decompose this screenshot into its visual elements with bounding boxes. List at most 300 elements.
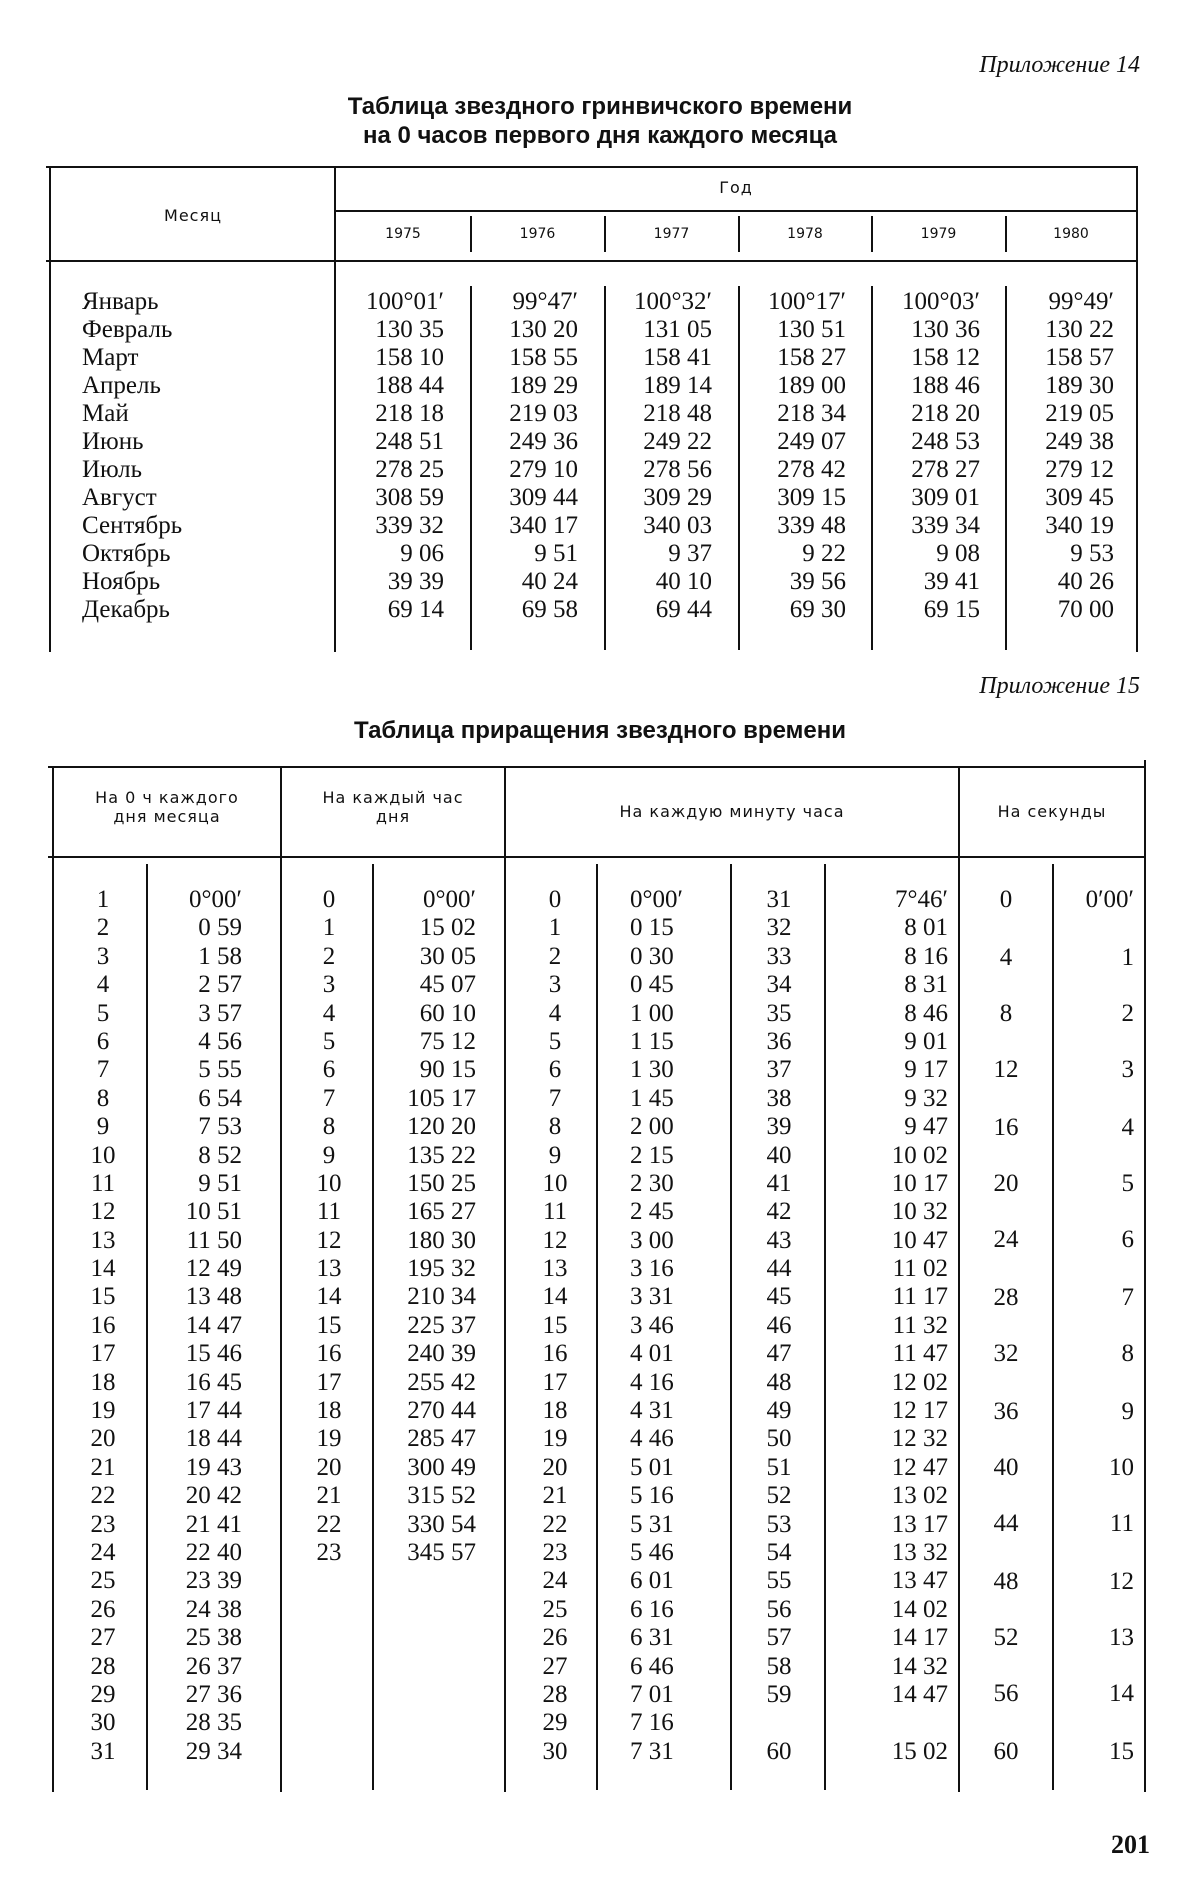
table-15-left-border bbox=[52, 766, 54, 1792]
hour-value: 45 07 bbox=[376, 971, 476, 999]
second-value: 6 bbox=[1058, 1226, 1134, 1254]
hour-number: 19 bbox=[296, 1425, 362, 1453]
sidereal-value: 158 27 bbox=[742, 344, 846, 372]
sidereal-value: 9 06 bbox=[340, 540, 444, 568]
minute-value: 8 46 bbox=[838, 1000, 948, 1028]
day-number: 31 bbox=[66, 1738, 140, 1766]
minute-value: 13 32 bbox=[838, 1539, 948, 1567]
sidereal-value: 189 00 bbox=[742, 372, 846, 400]
day-number: 17 bbox=[66, 1340, 140, 1368]
day-number: 16 bbox=[66, 1312, 140, 1340]
minute-number: 11 bbox=[524, 1198, 586, 1226]
minute-value: 0°00′ bbox=[630, 886, 726, 914]
second-value: 13 bbox=[1058, 1624, 1134, 1652]
hour-value: 60 10 bbox=[376, 1000, 476, 1028]
day-value: 10 51 bbox=[150, 1198, 242, 1226]
subcolumn-divider bbox=[824, 864, 826, 1790]
day-number: 5 bbox=[66, 1000, 140, 1028]
minute-value: 8 31 bbox=[838, 971, 948, 999]
second-number: 8 bbox=[968, 1000, 1044, 1028]
hour-number: 15 bbox=[296, 1312, 362, 1340]
second-number: 4 bbox=[968, 944, 1044, 972]
minute-value: 5 31 bbox=[630, 1511, 726, 1539]
hour-number: 5 bbox=[296, 1028, 362, 1056]
minute-value: 7 31 bbox=[630, 1738, 726, 1766]
second-value: 11 bbox=[1058, 1510, 1134, 1538]
sidereal-value: 309 29 bbox=[608, 484, 712, 512]
minute-value: 9 47 bbox=[838, 1113, 948, 1141]
day-number: 11 bbox=[66, 1170, 140, 1198]
sidereal-value: 158 57 bbox=[1010, 344, 1114, 372]
day-value: 19 43 bbox=[150, 1454, 242, 1482]
minute-value: 14 32 bbox=[838, 1653, 948, 1681]
sidereal-value: 309 44 bbox=[474, 484, 578, 512]
year-1976-values bbox=[474, 288, 578, 624]
day-value: 25 38 bbox=[150, 1624, 242, 1652]
sidereal-value: 248 53 bbox=[876, 428, 980, 456]
sidereal-value: 339 48 bbox=[742, 512, 846, 540]
minute-number-column-b bbox=[748, 886, 810, 1709]
day-value: 20 42 bbox=[150, 1482, 242, 1510]
table-15-right-border bbox=[1144, 760, 1146, 1792]
sidereal-value: 158 10 bbox=[340, 344, 444, 372]
sidereal-value: 130 36 bbox=[876, 316, 980, 344]
minute-value: 2 30 bbox=[630, 1170, 726, 1198]
second-number: 52 bbox=[968, 1624, 1044, 1652]
hour-number: 23 bbox=[296, 1539, 362, 1567]
day-value: 15 46 bbox=[150, 1340, 242, 1368]
minute-number: 45 bbox=[748, 1283, 810, 1311]
table-15-title: Таблица приращения звездного времени bbox=[250, 716, 950, 745]
sidereal-value: 339 32 bbox=[340, 512, 444, 540]
hour-value: 135 22 bbox=[376, 1142, 476, 1170]
day-value: 5 55 bbox=[150, 1056, 242, 1084]
sidereal-value: 248 51 bbox=[340, 428, 444, 456]
second-value: 10 bbox=[1058, 1454, 1134, 1482]
minute-number: 0 bbox=[524, 886, 586, 914]
minute-number: 41 bbox=[748, 1170, 810, 1198]
hour-header-line1: На каждый час bbox=[282, 788, 504, 807]
day-number: 25 bbox=[66, 1567, 140, 1595]
minute-value: 11 17 bbox=[838, 1283, 948, 1311]
minute-number: 13 bbox=[524, 1255, 586, 1283]
minute-value: 2 15 bbox=[630, 1142, 726, 1170]
minute-number: 43 bbox=[748, 1227, 810, 1255]
second-number: 60 bbox=[968, 1738, 1044, 1766]
month-name: Февраль bbox=[82, 316, 322, 344]
hour-value: 165 27 bbox=[376, 1198, 476, 1226]
minute-number: 39 bbox=[748, 1113, 810, 1141]
sidereal-value: 158 55 bbox=[474, 344, 578, 372]
group-divider bbox=[504, 766, 506, 1792]
day-value: 28 35 bbox=[150, 1709, 242, 1737]
sidereal-value: 130 35 bbox=[340, 316, 444, 344]
minute-number: 8 bbox=[524, 1113, 586, 1141]
hour-number: 18 bbox=[296, 1397, 362, 1425]
column-divider bbox=[1005, 286, 1007, 650]
column-divider bbox=[470, 286, 472, 650]
hour-group-header bbox=[282, 788, 504, 826]
hour-number: 12 bbox=[296, 1227, 362, 1255]
day-number: 12 bbox=[66, 1198, 140, 1226]
day-number: 7 bbox=[66, 1056, 140, 1084]
sidereal-value: 69 15 bbox=[876, 596, 980, 624]
hour-number: 16 bbox=[296, 1340, 362, 1368]
minute-value: 10 32 bbox=[838, 1198, 948, 1226]
day-value: 9 51 bbox=[150, 1170, 242, 1198]
minute-number-column-a bbox=[524, 886, 586, 1766]
minute-value: 6 46 bbox=[630, 1653, 726, 1681]
sidereal-value: 130 51 bbox=[742, 316, 846, 344]
second-number: 0 bbox=[968, 886, 1044, 914]
hour-value-column bbox=[376, 886, 476, 1567]
hour-number: 13 bbox=[296, 1255, 362, 1283]
minute-number: 35 bbox=[748, 1000, 810, 1028]
hour-value: 195 32 bbox=[376, 1255, 476, 1283]
minute-value: 13 47 bbox=[838, 1567, 948, 1595]
hour-number: 2 bbox=[296, 943, 362, 971]
minute-number: 30 bbox=[524, 1738, 586, 1766]
day-number: 15 bbox=[66, 1283, 140, 1311]
hour-number: 10 bbox=[296, 1170, 362, 1198]
minute-value: 10 02 bbox=[838, 1142, 948, 1170]
day-number: 2 bbox=[66, 914, 140, 942]
minute-number: 31 bbox=[748, 886, 810, 914]
minute-number: 10 bbox=[524, 1170, 586, 1198]
minute-value: 4 46 bbox=[630, 1425, 726, 1453]
hour-value: 90 15 bbox=[376, 1056, 476, 1084]
hour-number: 8 bbox=[296, 1113, 362, 1141]
minute-number: 5 bbox=[524, 1028, 586, 1056]
sidereal-value: 278 27 bbox=[876, 456, 980, 484]
minute-value: 10 47 bbox=[838, 1227, 948, 1255]
minute-number: 53 bbox=[748, 1511, 810, 1539]
sidereal-value: 279 10 bbox=[474, 456, 578, 484]
sidereal-value: 158 41 bbox=[608, 344, 712, 372]
year-1975-values bbox=[340, 288, 444, 624]
hour-value: 0°00′ bbox=[376, 886, 476, 914]
minute-number: 32 bbox=[748, 914, 810, 942]
sidereal-value: 278 42 bbox=[742, 456, 846, 484]
day-number: 30 bbox=[66, 1709, 140, 1737]
day-header-line2: дня месяца bbox=[54, 807, 280, 826]
column-divider bbox=[604, 286, 606, 650]
sidereal-value: 218 18 bbox=[340, 400, 444, 428]
day-number: 19 bbox=[66, 1397, 140, 1425]
table-14-left-border bbox=[49, 166, 51, 652]
minute-number: 24 bbox=[524, 1567, 586, 1595]
hour-number: 4 bbox=[296, 1000, 362, 1028]
day-value: 14 47 bbox=[150, 1312, 242, 1340]
month-name: Май bbox=[82, 400, 322, 428]
day-number: 20 bbox=[66, 1425, 140, 1453]
minute-number: 4 bbox=[524, 1000, 586, 1028]
subcolumn-divider bbox=[730, 864, 732, 1790]
sidereal-value: 39 41 bbox=[876, 568, 980, 596]
day-number: 18 bbox=[66, 1369, 140, 1397]
sidereal-value: 340 19 bbox=[1010, 512, 1114, 540]
minute-number: 56 bbox=[748, 1596, 810, 1624]
minute-value: 8 16 bbox=[838, 943, 948, 971]
minute-value: 12 17 bbox=[838, 1397, 948, 1425]
day-value: 17 44 bbox=[150, 1397, 242, 1425]
month-name: Июнь bbox=[82, 428, 322, 456]
second-number: 40 bbox=[968, 1454, 1044, 1482]
day-number: 22 bbox=[66, 1482, 140, 1510]
sidereal-value: 340 17 bbox=[474, 512, 578, 540]
subcolumn-divider bbox=[1052, 864, 1054, 1790]
minute-number: 44 bbox=[748, 1255, 810, 1283]
sidereal-value: 100°17′ bbox=[742, 288, 846, 316]
table-14-year-rule bbox=[335, 210, 1138, 212]
minute-number: 26 bbox=[524, 1624, 586, 1652]
day-value: 2 57 bbox=[150, 971, 242, 999]
day-group-header bbox=[54, 788, 280, 826]
sidereal-value: 249 07 bbox=[742, 428, 846, 456]
sidereal-value: 218 20 bbox=[876, 400, 980, 428]
sidereal-value: 158 12 bbox=[876, 344, 980, 372]
year-header: 1978 bbox=[739, 226, 871, 242]
month-name: Март bbox=[82, 344, 322, 372]
hour-number: 1 bbox=[296, 914, 362, 942]
minute-60-number: 60 bbox=[748, 1738, 810, 1766]
sidereal-value: 40 24 bbox=[474, 568, 578, 596]
sidereal-value: 69 44 bbox=[608, 596, 712, 624]
minute-number: 55 bbox=[748, 1567, 810, 1595]
minute-value: 0 15 bbox=[630, 914, 726, 942]
sidereal-value: 40 26 bbox=[1010, 568, 1114, 596]
minute-number: 3 bbox=[524, 971, 586, 999]
minute-number: 1 bbox=[524, 914, 586, 942]
month-column-header: Месяц bbox=[52, 206, 334, 225]
minute-value: 11 02 bbox=[838, 1255, 948, 1283]
minute-number: 2 bbox=[524, 943, 586, 971]
second-value: 8 bbox=[1058, 1340, 1134, 1368]
day-value: 22 40 bbox=[150, 1539, 242, 1567]
minute-number: 25 bbox=[524, 1596, 586, 1624]
second-value: 9 bbox=[1058, 1398, 1134, 1426]
hour-header-line2: дня bbox=[282, 807, 504, 826]
minute-number: 42 bbox=[748, 1198, 810, 1226]
day-value: 1 58 bbox=[150, 943, 242, 971]
minute-value: 3 16 bbox=[630, 1255, 726, 1283]
table-14-header-rule bbox=[46, 260, 1138, 262]
hour-value: 315 52 bbox=[376, 1482, 476, 1510]
day-value-column bbox=[150, 886, 242, 1766]
day-number: 28 bbox=[66, 1653, 140, 1681]
sidereal-value: 99°49′ bbox=[1010, 288, 1114, 316]
day-number: 13 bbox=[66, 1227, 140, 1255]
day-number: 6 bbox=[66, 1028, 140, 1056]
minute-number: 59 bbox=[748, 1681, 810, 1709]
table-15-top-rule bbox=[48, 766, 1146, 768]
day-number: 21 bbox=[66, 1454, 140, 1482]
second-group-header: На секунды bbox=[960, 802, 1144, 821]
minute-number: 6 bbox=[524, 1056, 586, 1084]
sidereal-value: 218 48 bbox=[608, 400, 712, 428]
minute-60-value: 15 02 bbox=[838, 1738, 948, 1766]
day-number: 10 bbox=[66, 1142, 140, 1170]
sidereal-value: 9 53 bbox=[1010, 540, 1114, 568]
minute-value: 1 15 bbox=[630, 1028, 726, 1056]
minute-value: 3 00 bbox=[630, 1227, 726, 1255]
hour-number-column bbox=[296, 886, 362, 1567]
minute-value: 10 17 bbox=[838, 1170, 948, 1198]
second-value: 0′00′ bbox=[1058, 886, 1134, 914]
minute-number: 14 bbox=[524, 1283, 586, 1311]
sidereal-value: 131 05 bbox=[608, 316, 712, 344]
second-number: 20 bbox=[968, 1170, 1044, 1198]
sidereal-value: 188 44 bbox=[340, 372, 444, 400]
month-name: Ноябрь bbox=[82, 568, 322, 596]
day-header-line1: На 0 ч каждого bbox=[54, 788, 280, 807]
minute-value: 9 17 bbox=[838, 1056, 948, 1084]
hour-number: 17 bbox=[296, 1369, 362, 1397]
minute-value: 11 47 bbox=[838, 1340, 948, 1368]
day-value: 8 52 bbox=[150, 1142, 242, 1170]
second-number: 36 bbox=[968, 1398, 1044, 1426]
minute-number: 58 bbox=[748, 1653, 810, 1681]
minute-number: 28 bbox=[524, 1681, 586, 1709]
minute-value: 8 01 bbox=[838, 914, 948, 942]
day-number: 29 bbox=[66, 1681, 140, 1709]
year-header: 1976 bbox=[471, 226, 604, 242]
year-1980-values bbox=[1010, 288, 1114, 624]
sidereal-value: 69 30 bbox=[742, 596, 846, 624]
hour-number: 20 bbox=[296, 1454, 362, 1482]
minute-value: 12 47 bbox=[838, 1454, 948, 1482]
sidereal-value: 309 45 bbox=[1010, 484, 1114, 512]
subcolumn-divider bbox=[146, 864, 148, 1790]
month-name: Апрель bbox=[82, 372, 322, 400]
minute-value: 4 31 bbox=[630, 1397, 726, 1425]
minute-number: 49 bbox=[748, 1397, 810, 1425]
sidereal-value: 100°01′ bbox=[340, 288, 444, 316]
hour-number: 21 bbox=[296, 1482, 362, 1510]
sidereal-value: 189 14 bbox=[608, 372, 712, 400]
year-1979-values bbox=[876, 288, 980, 624]
minute-number: 21 bbox=[524, 1482, 586, 1510]
year-group-header: Год bbox=[336, 178, 1136, 197]
minute-number: 50 bbox=[748, 1425, 810, 1453]
hour-value: 150 25 bbox=[376, 1170, 476, 1198]
minute-value: 3 46 bbox=[630, 1312, 726, 1340]
sidereal-value: 249 36 bbox=[474, 428, 578, 456]
day-value: 26 37 bbox=[150, 1653, 242, 1681]
minute-value: 7 16 bbox=[630, 1709, 726, 1737]
table-14-title bbox=[250, 92, 950, 150]
minute-value: 7°46′ bbox=[838, 886, 948, 914]
minute-number: 40 bbox=[748, 1142, 810, 1170]
sidereal-value: 9 37 bbox=[608, 540, 712, 568]
subcolumn-divider bbox=[372, 864, 374, 1790]
minute-value: 1 45 bbox=[630, 1085, 726, 1113]
hour-value: 75 12 bbox=[376, 1028, 476, 1056]
sidereal-value: 189 30 bbox=[1010, 372, 1114, 400]
day-number: 9 bbox=[66, 1113, 140, 1141]
second-value: 5 bbox=[1058, 1170, 1134, 1198]
month-name: Август bbox=[82, 484, 322, 512]
minute-number: 52 bbox=[748, 1482, 810, 1510]
day-number: 24 bbox=[66, 1539, 140, 1567]
minute-value: 9 32 bbox=[838, 1085, 948, 1113]
hour-value: 105 17 bbox=[376, 1085, 476, 1113]
second-number: 28 bbox=[968, 1284, 1044, 1312]
day-value: 18 44 bbox=[150, 1425, 242, 1453]
second-value: 4 bbox=[1058, 1114, 1134, 1142]
table-14-title-line2: на 0 часов первого дня каждого месяца bbox=[250, 121, 950, 150]
minute-value: 1 00 bbox=[630, 1000, 726, 1028]
sidereal-value: 100°32′ bbox=[608, 288, 712, 316]
sidereal-value: 69 58 bbox=[474, 596, 578, 624]
minute-value: 3 31 bbox=[630, 1283, 726, 1311]
minute-value: 13 02 bbox=[838, 1482, 948, 1510]
minute-number: 12 bbox=[524, 1227, 586, 1255]
day-value: 21 41 bbox=[150, 1511, 242, 1539]
minute-number: 46 bbox=[748, 1312, 810, 1340]
hour-value: 270 44 bbox=[376, 1397, 476, 1425]
minute-number: 19 bbox=[524, 1425, 586, 1453]
hour-value: 330 54 bbox=[376, 1511, 476, 1539]
year-header: 1977 bbox=[605, 226, 738, 242]
second-number: 44 bbox=[968, 1510, 1044, 1538]
sidereal-value: 249 22 bbox=[608, 428, 712, 456]
second-value: 1 bbox=[1058, 944, 1134, 972]
second-value: 7 bbox=[1058, 1284, 1134, 1312]
sidereal-value: 339 34 bbox=[876, 512, 980, 540]
column-divider bbox=[738, 286, 740, 650]
hour-value: 345 57 bbox=[376, 1539, 476, 1567]
hour-value: 15 02 bbox=[376, 914, 476, 942]
minute-value: 2 45 bbox=[630, 1198, 726, 1226]
minute-value: 5 16 bbox=[630, 1482, 726, 1510]
day-number: 1 bbox=[66, 886, 140, 914]
second-number: 12 bbox=[968, 1056, 1044, 1084]
minute-value: 12 32 bbox=[838, 1425, 948, 1453]
sidereal-value: 39 56 bbox=[742, 568, 846, 596]
sidereal-value: 9 51 bbox=[474, 540, 578, 568]
second-number: 16 bbox=[968, 1114, 1044, 1142]
minute-number: 7 bbox=[524, 1085, 586, 1113]
sidereal-value: 9 08 bbox=[876, 540, 980, 568]
day-value: 13 48 bbox=[150, 1283, 242, 1311]
minute-number: 15 bbox=[524, 1312, 586, 1340]
minute-value: 4 16 bbox=[630, 1369, 726, 1397]
minute-number: 34 bbox=[748, 971, 810, 999]
day-value: 24 38 bbox=[150, 1596, 242, 1624]
day-value: 0°00′ bbox=[150, 886, 242, 914]
year-1977-values bbox=[608, 288, 712, 624]
day-number: 26 bbox=[66, 1596, 140, 1624]
minute-number: 38 bbox=[748, 1085, 810, 1113]
day-number: 4 bbox=[66, 971, 140, 999]
minute-value: 14 17 bbox=[838, 1624, 948, 1652]
minute-number: 57 bbox=[748, 1624, 810, 1652]
hour-number: 0 bbox=[296, 886, 362, 914]
sidereal-value: 278 25 bbox=[340, 456, 444, 484]
day-number-column bbox=[66, 886, 140, 1766]
hour-number: 14 bbox=[296, 1283, 362, 1311]
table-14-top-rule bbox=[46, 166, 1138, 168]
day-value: 16 45 bbox=[150, 1369, 242, 1397]
group-divider bbox=[280, 766, 282, 1792]
sidereal-value: 219 03 bbox=[474, 400, 578, 428]
second-value: 2 bbox=[1058, 1000, 1134, 1028]
month-name: Декабрь bbox=[82, 596, 322, 624]
hour-number: 3 bbox=[296, 971, 362, 999]
minute-value: 12 02 bbox=[838, 1369, 948, 1397]
hour-value: 225 37 bbox=[376, 1312, 476, 1340]
